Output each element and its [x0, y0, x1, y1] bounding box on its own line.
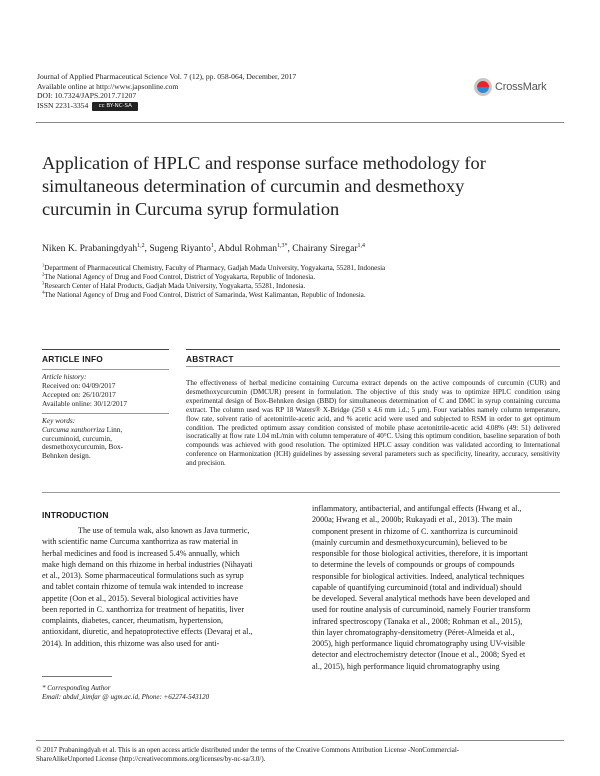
article-info-rule — [42, 369, 169, 370]
body-line: capable of quantifying curcuminoid (total and individual) should — [312, 582, 522, 592]
intro-left-column — [42, 525, 291, 649]
body-line: thin layer chromatography-densitometry (Péret-Almeida et al., — [312, 627, 515, 637]
body-line: herbal medicines and food is increased 5.4% annually, which — [42, 548, 240, 558]
available-date: Available online: 30/12/2017 — [42, 398, 127, 408]
affiliation — [42, 264, 562, 273]
body-line: 2005), high performance liquid chromatography using UV-visible — [312, 639, 526, 648]
footnote-rule — [42, 676, 112, 677]
body-line: al., 2015), high performance liquid chromatography using — [312, 661, 500, 671]
author-name: Niken K. Prabaningdyah — [42, 243, 138, 254]
body-line: complaints, diabetes, cancer, rheumatism, hypertension, — [42, 616, 224, 625]
body-line: The use of temula wak, also known as Java turmeric, — [78, 526, 250, 535]
title-line-1: Application of HPLC and response surface methodology for — [42, 153, 486, 173]
body-line: been reported in C. xanthorriza for treatment of hepatitis, liver — [42, 604, 245, 614]
body-line: component present in rhizome of C. xanthorriza is curcuminoid — [312, 526, 518, 536]
available-online-line[interactable]: Available online at http://www.japsonline.com — [37, 81, 179, 91]
keywords-rule — [42, 413, 169, 414]
keyword-text: curcuminoid, curcumin, — [42, 433, 112, 443]
license-line-1: © 2017 Prabaningdyah et al. This is an open access article distributed under the terms of the Creative Commons Attribution License -NonCommercial- — [36, 746, 460, 754]
title-line-2: simultaneous determination of curcumin and desmethoxy — [42, 176, 465, 196]
body-line: used for routine analysis of curcuminoid, namely Fourier transform — [312, 605, 531, 615]
body-line: to determine the levels of compounds or groups of compounds — [312, 560, 515, 570]
crossmark-label: CrossMark — [495, 81, 547, 93]
body-line: with scientific name Curcuma xanthorriza as raw material in — [42, 537, 238, 547]
abstract-top-rule — [186, 349, 560, 350]
author-name: Sugeng Riyanto — [149, 243, 211, 254]
affiliation-text: Research Center of Halal Products, Gadjah Mada University, Yogyakarta, 55281, Indonesia. — [44, 282, 306, 290]
keyword-text: desmethoxycurcumin, Box- — [42, 442, 124, 452]
corresponding-email[interactable]: Email: abdul_kimfar @ ugm.ac.id, Phone: +62274-543120 — [42, 692, 210, 701]
issn-line: ISSN 2231-3354 cc BY-NC-SA — [37, 101, 457, 111]
body-line: be developed. Several analytical methods have been developed and — [312, 594, 530, 603]
abstract-heading: ABSTRACT — [186, 354, 234, 364]
keyword-text: Behnken design. — [42, 451, 91, 461]
crossmark-icon — [474, 78, 492, 96]
author-list: Niken K. Prabaningdyah$^{1,2}$, Sugeng Riyanto$^1$, Abdul Rohman$^{1,3*}$, Chairany Siregar$^{1,4}$ — [42, 242, 365, 254]
intro-right-column — [312, 503, 561, 672]
history-label: Article history: — [42, 372, 87, 382]
affiliation — [42, 282, 562, 291]
affiliation — [42, 273, 562, 282]
article-info-top-rule — [42, 349, 169, 350]
affiliation-number: 2 — [42, 271, 45, 277]
author-affil-sup: 1,4 — [357, 242, 365, 249]
affiliation-number: 3 — [42, 280, 45, 286]
keyword-italic: Curcuma xanthorriza — [42, 424, 105, 434]
keywords-block — [42, 417, 169, 461]
body-line: responsible for those biological activities, therefore, it is important — [312, 549, 528, 558]
header-divider — [36, 122, 564, 123]
affiliation-number: 4 — [42, 289, 45, 295]
article-info-heading: ARTICLE INFO — [42, 354, 104, 365]
cc-license-badge[interactable]: cc BY-NC-SA — [92, 102, 138, 111]
author-name: Abdul Rohman — [218, 243, 278, 254]
author-affil-sup: 1,2 — [137, 242, 145, 249]
corresponding-author — [42, 684, 292, 701]
affiliation-text: The National Agency of Drug and Food Control, District of Samarinda, West Kalimantan, Republic of Indonesia. — [44, 291, 366, 299]
doi-line[interactable]: DOI: 10.7324/JAPS.2017.71207 — [37, 91, 137, 101]
introduction-heading: INTRODUCTION — [42, 510, 109, 520]
affiliation-number: 1 — [42, 262, 45, 268]
body-line: detector and electrochemistry detector (Inoue et al., 2008; Syed et — [312, 650, 526, 660]
license-footer — [36, 746, 566, 763]
footer-divider — [36, 740, 564, 741]
affiliation-text: The National Agency of Drug and Food Control, District of Yogyakarta, Republic of Indonesia. — [44, 273, 316, 281]
abstract-text: The effectiveness of herbal medicine containing Curcuma extract depends on the active compounds of curcumin (CUR) and desmethoxycurcumin (DMCUR) present in formulation. The objective of this study was to optimize HPLC condition using experimental design of Box-Behnken design (BBD) for simultaneous determination of C and DMC in syrup containing curcuma extract. The column used was RP 18 Waters® X-Bridge (250 x 4.6 mm i.d.; 5 μm). Four variables namely column temperature, flow rate, solvent ratio of acetonitrile-acetic acid, and % acetic acid were used and subjected to RSM in order to get optimum condition. The predicted optimum assay condition consisted of mobile phase acetonitrile-acetic acid 4.08% (49: 51) delivered isocratically at flow rate 1.04 mL/min with column temperature of 40°C. Using this optimum condition, baseline separation of both compounds was achieved with good resolution. The optimized HPLC assay condition was validated according to International conference on Harmonization (ICH) guidelines by assessing several parameters such as specificity, linearity, accuracy, sensitivity and precision. — [186, 379, 560, 468]
corresponding-label: * Corresponding Author — [42, 684, 111, 692]
affiliation-text: Department of Pharmaceutical Chemistry, Faculty of Pharmacy, Gadjah Mada University, Yogyakarta, 55281, Indonesia — [44, 264, 386, 272]
author-name: Chairany Siregar — [292, 243, 358, 254]
affiliation — [42, 291, 562, 300]
crossmark-badge[interactable] — [474, 77, 564, 97]
article-history — [42, 373, 169, 408]
body-line: et al., 2013). Some pharmaceutical formulations such as syrup — [42, 571, 244, 580]
journal-line: Journal of Applied Pharmaceutical Science Vol. 7 (12), pp. 058-064, December, 2017 — [37, 72, 297, 81]
body-line: and tablet contain rhizome of temula wak intended to increase — [42, 582, 244, 592]
body-line: appetite (Oon et al., 2015). Several biological activities have — [42, 593, 239, 603]
license-line-2[interactable]: ShareAlikeUnported License (http://creativecommons.org/licenses/by-nc-sa/3.0/). — [36, 754, 266, 763]
received-date: Received on: 04/09/2017 — [42, 381, 116, 391]
title-line-3: curcumin in Curcuma syrup formulation — [42, 199, 340, 219]
keyword-text: Linn, — [104, 424, 123, 434]
author-affil-sup: 1,3* — [277, 242, 288, 249]
author-affil-sup: 1 — [210, 242, 214, 249]
body-line: 2014). In addition, this rhizome was also used for anti- — [42, 638, 220, 648]
abstract-bottom-rule — [42, 492, 560, 493]
body-line: infrared spectroscopy (Tanaka et al., 2008; Rohman et al., 2015), — [312, 616, 523, 626]
journal-header — [37, 72, 457, 111]
keywords-label: Key words: — [42, 416, 76, 426]
accepted-date: Accepted on: 26/10/2017 — [42, 389, 116, 399]
article-info-panel — [42, 349, 169, 461]
body-line: responsible for biological activities. Indeed, analytical techniques — [312, 571, 525, 581]
article-title — [42, 152, 562, 221]
body-line: inflammatory, antibacterial, and antifungal effects (Hwang et al., — [312, 504, 522, 513]
body-line: antioxidant, diuretic, and hepatoprotective effects (Devaraj et al., — [42, 627, 253, 637]
abstract-rule — [186, 366, 560, 367]
body-line: make high demand on this rhizome in herbal industries (Nihayati — [42, 559, 253, 569]
body-line: (mainly curcumin and desmethoxycurcumin), believed to be — [312, 537, 508, 547]
body-line: 2000a; Hwang et al., 2000b; Rukayadi et al., 2013). The main — [312, 515, 513, 525]
